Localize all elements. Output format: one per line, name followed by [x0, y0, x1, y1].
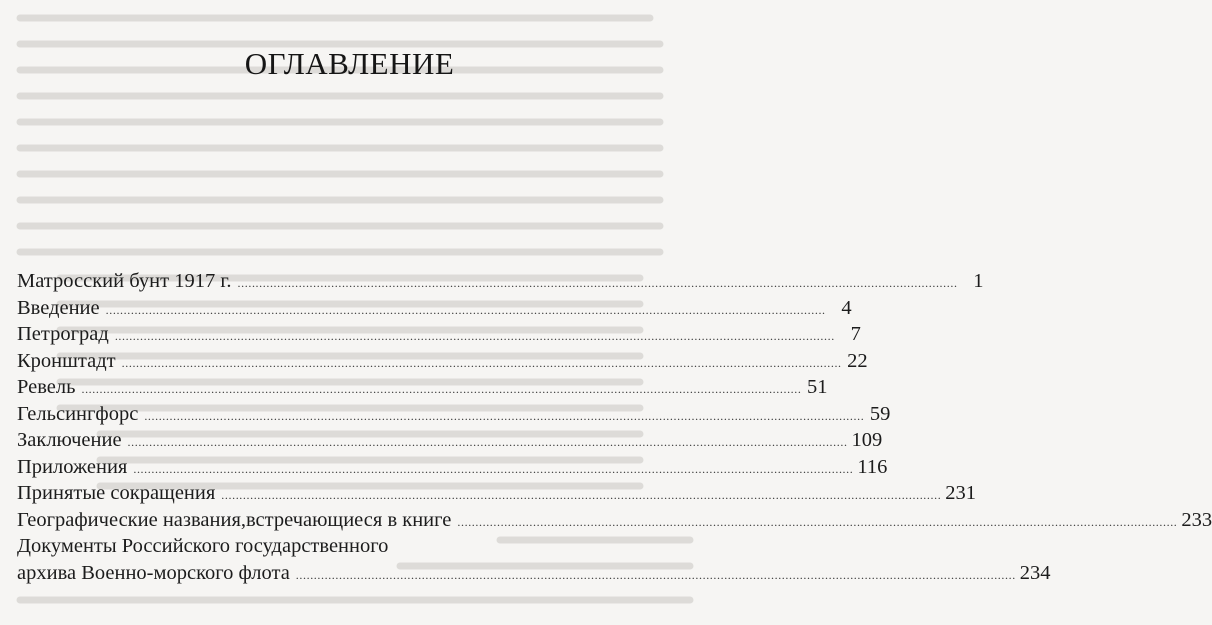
toc-entry-label: Приложения: [17, 455, 128, 478]
toc-entry-page: 234: [1019, 561, 1051, 584]
toc-entry[interactable]: [17, 374, 828, 401]
toc-entry-label: Ревель: [17, 376, 76, 398]
toc-entry[interactable]: [17, 348, 868, 375]
toc-entry-page: 109: [851, 429, 883, 451]
toc-entry-first-line[interactable]: [17, 533, 653, 560]
table-of-contents: [17, 268, 1212, 586]
toc-entry[interactable]: [17, 480, 977, 507]
toc-entry[interactable]: [17, 560, 1051, 587]
toc-entry-label: Петроград: [17, 323, 109, 345]
dot-leader: ........................................................................................................................................................................................................: [221, 488, 942, 502]
toc-entry-page: 233: [1181, 508, 1212, 531]
dot-leader: ........................................................................................................................................................................................................: [237, 276, 958, 290]
toc-entry[interactable]: [17, 401, 891, 428]
page-title: ОГЛАВЛЕНИЕ: [244, 46, 455, 81]
toc-entry-label-continued: архива Военно-морского флота: [17, 561, 290, 584]
toc-entry-page: 59: [869, 402, 891, 425]
toc-entry-page: 1: [973, 270, 984, 292]
dot-leader: ........................................................................................................................................................................................................: [121, 355, 842, 370]
dot-leader: ........................................................................................................................................................................................................: [144, 408, 865, 423]
dot-leader: ........................................................................................................................................................................................................: [127, 435, 848, 449]
toc-entry[interactable]: [17, 507, 1212, 534]
toc-entry-page: 231: [945, 482, 977, 504]
toc-entry-page: 51: [806, 376, 828, 398]
toc-entry-page: 116: [857, 455, 888, 478]
dot-leader: ........................................................................................................................................................................................................: [105, 302, 826, 317]
toc-entry-label: Заключение: [17, 429, 122, 451]
toc-entry[interactable]: [17, 321, 861, 348]
dot-leader: ........................................................................................................................................................................................................: [114, 329, 835, 343]
toc-entry-label: Введение: [17, 296, 100, 319]
dot-leader: ........................................................................................................................................................................................................: [81, 382, 802, 396]
toc-entry[interactable]: [17, 454, 888, 481]
toc-entry-page: 4: [841, 296, 852, 319]
toc-entry[interactable]: [17, 427, 883, 454]
toc-entry-page: 7: [850, 323, 861, 345]
toc-entry-label: Географические названия,встречающиеся в книге: [17, 508, 452, 531]
dot-leader: ........................................................................................................................................................................................................: [133, 461, 854, 476]
toc-entry-label: Гельсингфорс: [17, 402, 139, 425]
toc-entry[interactable]: [17, 295, 852, 322]
toc-entry-label: Кронштадт: [17, 349, 116, 372]
toc-entry-label: Документы Российского государственного: [17, 535, 389, 557]
toc-entry-label: Принятые сокращения: [17, 482, 216, 504]
toc-entry-page: 22: [847, 349, 868, 372]
dot-leader: ........................................................................................................................................................................................................: [457, 514, 1178, 529]
toc-entry[interactable]: [17, 268, 984, 295]
dot-leader: ........................................................................................................................................................................................................: [295, 567, 1016, 582]
toc-entry-label: Матросский бунт 1917 г.: [17, 270, 232, 292]
